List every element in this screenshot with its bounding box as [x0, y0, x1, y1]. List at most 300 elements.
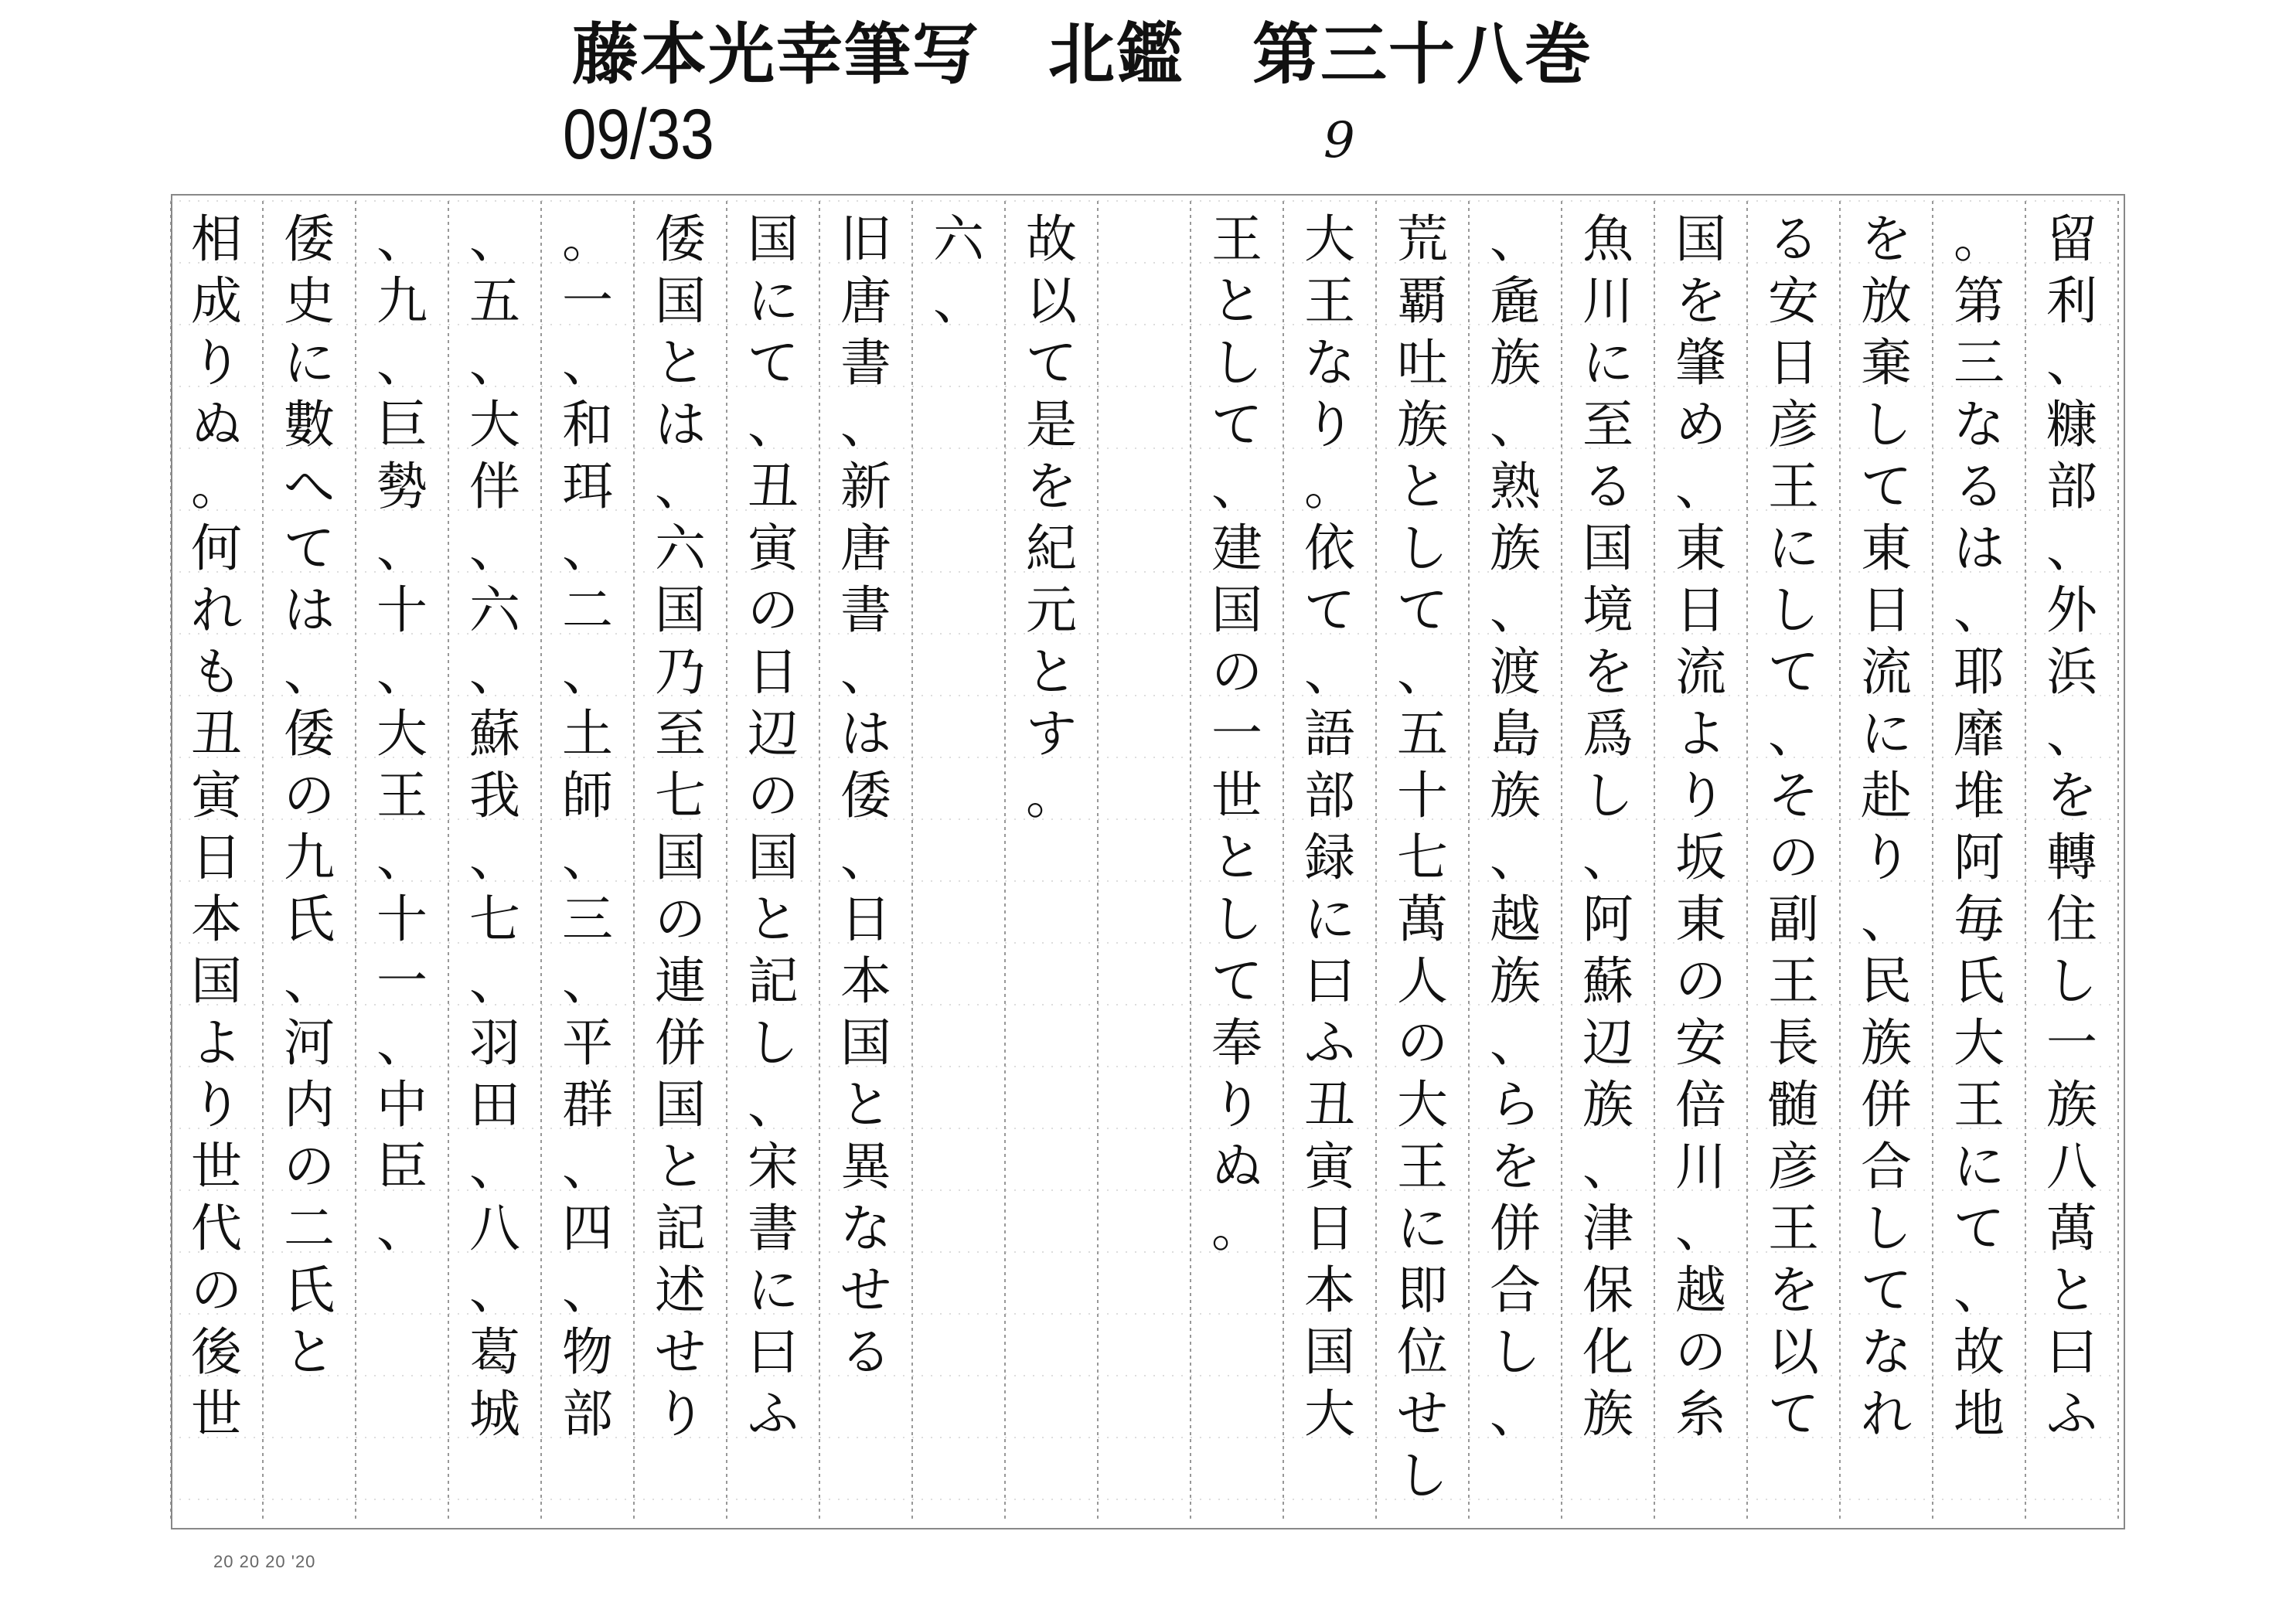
manuscript-char: へ	[284, 457, 335, 516]
manuscript-char: 、	[562, 1137, 613, 1196]
manuscript-char: 氏	[284, 1261, 335, 1320]
manuscript-char: 代	[191, 1199, 242, 1258]
manuscript-char: に	[748, 271, 799, 331]
manuscript-char: 日	[1861, 580, 1912, 640]
manuscript-char: 勢	[376, 457, 428, 516]
manuscript-column	[920, 209, 997, 332]
manuscript-char: て	[1954, 1199, 2005, 1258]
manuscript-char: 一	[2046, 1013, 2097, 1073]
manuscript-char: 外	[2046, 580, 2097, 640]
manuscript-char: 部	[562, 1384, 613, 1444]
manuscript-char: せ	[1397, 1384, 1448, 1444]
manuscript-char: 河	[284, 1013, 335, 1073]
manuscript-char: の	[1768, 828, 1819, 887]
manuscript-char: は	[840, 704, 891, 764]
manuscript-char: 、	[655, 457, 706, 516]
manuscript-char: 本	[1304, 1261, 1355, 1320]
manuscript-char: 曰	[2046, 1322, 2097, 1382]
manuscript-char: 以	[1026, 271, 1077, 331]
manuscript-char: 、	[2046, 519, 2097, 578]
manuscript-char: に	[1861, 704, 1912, 764]
manuscript-char: 棄	[1861, 333, 1912, 393]
manuscript-char: よ	[1675, 704, 1726, 764]
manuscript-char: り	[1304, 395, 1355, 454]
manuscript-char: 氏	[1954, 951, 2005, 1011]
manuscript-char: の	[1397, 1013, 1448, 1073]
manuscript-column	[363, 209, 441, 1260]
manuscript-char: 唐	[840, 271, 891, 331]
manuscript-char: 津	[1582, 1199, 1633, 1258]
manuscript-char: り	[1211, 1075, 1262, 1135]
manuscript-char: 、	[1582, 828, 1633, 887]
manuscript-char: 併	[655, 1013, 706, 1073]
manuscript-char: 八	[469, 1199, 520, 1258]
manuscript-char: 奉	[1211, 1013, 1262, 1073]
manuscript-char: 、	[1861, 890, 1912, 949]
manuscript-char: し	[1490, 1322, 1541, 1382]
manuscript-char: 三	[1954, 333, 2005, 393]
manuscript-char: 蘇	[469, 704, 520, 764]
manuscript-char: 王	[1397, 1137, 1448, 1196]
manuscript-char: の	[748, 580, 799, 640]
manuscript-char: を	[1861, 209, 1912, 269]
manuscript-char: 国	[655, 828, 706, 887]
manuscript-char: 土	[562, 704, 613, 764]
manuscript-char: 安	[1768, 271, 1819, 331]
manuscript-char: 書	[748, 1199, 799, 1258]
manuscript-char: 萬	[1397, 890, 1448, 949]
manuscript-char: 大	[1954, 1013, 2005, 1073]
manuscript-char: し	[1861, 1199, 1912, 1258]
manuscript-char: ふ	[748, 1384, 799, 1444]
manuscript-char: の	[1675, 951, 1726, 1011]
manuscript-column	[734, 209, 812, 1445]
manuscript-char: 国	[655, 580, 706, 640]
manuscript-column	[456, 209, 533, 1445]
manuscript-char: 、	[1768, 704, 1819, 764]
manuscript-char: に	[1582, 333, 1633, 393]
manuscript-char: 、	[1675, 1199, 1726, 1258]
manuscript-char: 族	[1490, 519, 1541, 578]
manuscript-char: 、	[376, 828, 428, 887]
manuscript-column	[1291, 209, 1368, 1445]
manuscript-char: 丑	[1304, 1075, 1355, 1135]
manuscript-char: を	[2046, 766, 2097, 825]
manuscript-char: て	[1211, 395, 1262, 454]
manuscript-char: 覇	[1397, 271, 1448, 331]
manuscript-char: の	[655, 890, 706, 949]
manuscript-char: 、	[562, 333, 613, 393]
manuscript-char: 、	[562, 519, 613, 578]
manuscript-char: に	[748, 1261, 799, 1320]
manuscript-char: 東	[1675, 519, 1726, 578]
manuscript-char: に	[1768, 519, 1819, 578]
manuscript-char: 、	[748, 395, 799, 454]
manuscript-char: と	[655, 1137, 706, 1196]
manuscript-column	[1384, 209, 1461, 1507]
manuscript-char: 国	[191, 951, 242, 1011]
manuscript-char: 倍	[1675, 1075, 1726, 1135]
manuscript-column	[1477, 209, 1554, 1445]
manuscript-char: 日	[840, 890, 891, 949]
manuscript-char: を	[1768, 1261, 1819, 1320]
manuscript-column	[549, 209, 626, 1445]
manuscript-char: 三	[562, 890, 613, 949]
manuscript-char: 部	[1304, 766, 1355, 825]
manuscript-char: 四	[562, 1199, 613, 1258]
manuscript-char: し	[1768, 580, 1819, 640]
manuscript-char: 、	[1211, 457, 1262, 516]
manuscript-char: 五	[1397, 704, 1448, 764]
manuscript-char: 、	[469, 333, 520, 393]
manuscript-char: て	[1861, 1261, 1912, 1320]
manuscript-char: 一	[376, 951, 428, 1011]
manuscript-char: し	[1861, 395, 1912, 454]
manuscript-char: り	[1861, 828, 1912, 887]
manuscript-char: 堆	[1954, 766, 2005, 825]
page-counter: 09/33	[563, 95, 714, 174]
manuscript-char: 二	[284, 1199, 335, 1258]
manuscript-char: 日	[1304, 1199, 1355, 1258]
manuscript-char: 記	[748, 951, 799, 1011]
manuscript-char: 糸	[1675, 1384, 1726, 1444]
manuscript-char: は	[1954, 519, 2005, 578]
manuscript-char: 。	[1211, 1199, 1262, 1258]
manuscript-char: 至	[1582, 395, 1633, 454]
manuscript-char: 国	[655, 1075, 706, 1135]
manuscript-char: に	[284, 333, 335, 393]
manuscript-char: 語	[1304, 704, 1355, 764]
manuscript-char: 至	[655, 704, 706, 764]
manuscript-char: 越	[1490, 890, 1541, 949]
manuscript-char: 、	[1490, 1013, 1541, 1073]
manuscript-char: 十	[376, 580, 428, 640]
manuscript-char: 熟	[1490, 457, 1541, 516]
manuscript-char: て	[1026, 333, 1077, 393]
manuscript-char: の	[284, 766, 335, 825]
manuscript-char: 保	[1582, 1261, 1633, 1320]
manuscript-column	[1569, 209, 1647, 1445]
manuscript-char: 魚	[1582, 209, 1633, 269]
manuscript-char: 利	[2046, 271, 2097, 331]
manuscript-column	[827, 209, 904, 1383]
manuscript-char: 記	[655, 1199, 706, 1258]
manuscript-char: 何	[191, 519, 242, 578]
manuscript-char: 書	[840, 333, 891, 393]
manuscript-char: を	[1026, 457, 1077, 516]
manuscript-char: 五	[469, 271, 520, 331]
manuscript-char: 境	[1582, 580, 1633, 640]
manuscript-char: 合	[1490, 1261, 1541, 1320]
manuscript-char: し	[1211, 333, 1262, 393]
manuscript-char: な	[1861, 1322, 1912, 1382]
manuscript-char: 民	[1861, 951, 1912, 1011]
manuscript-char: 国	[748, 828, 799, 887]
manuscript-char: 部	[2046, 457, 2097, 516]
manuscript-char: 国	[840, 1013, 891, 1073]
manuscript-char: 王	[1768, 457, 1819, 516]
manuscript-char: 以	[1768, 1322, 1819, 1382]
manuscript-char: に	[1954, 1137, 2005, 1196]
manuscript-char: 、	[376, 1013, 428, 1073]
manuscript-char: 平	[562, 1013, 613, 1073]
manuscript-char: 珥	[562, 457, 613, 516]
manuscript-char: 王	[376, 766, 428, 825]
manuscript-char: 、	[562, 951, 613, 1011]
manuscript-char: 、	[469, 519, 520, 578]
manuscript-char: る	[1582, 457, 1633, 516]
manuscript-char: と	[2046, 1261, 2097, 1320]
manuscript-char: と	[1397, 457, 1448, 516]
manuscript-char: 七	[1397, 828, 1448, 887]
manuscript-char: 、	[1954, 580, 2005, 640]
manuscript-char: 旧	[840, 209, 891, 269]
manuscript-char: ら	[1490, 1075, 1541, 1135]
manuscript-char: 荒	[1397, 209, 1448, 269]
manuscript-char: 島	[1490, 704, 1541, 764]
manuscript-char: 、	[933, 271, 984, 331]
manuscript-char: 、	[1490, 828, 1541, 887]
manuscript-char: す	[1026, 704, 1077, 764]
manuscript-char: 群	[562, 1075, 613, 1135]
manuscript-char: 。	[1954, 209, 2005, 269]
manuscript-char: 爲	[1582, 704, 1633, 764]
footer-scan-mark: 20 20 20 '20	[213, 1552, 316, 1571]
manuscript-char: 、	[840, 828, 891, 887]
manuscript-char: 東	[1675, 890, 1726, 949]
manuscript-char: 日	[191, 828, 242, 887]
manuscript-char: と	[748, 890, 799, 949]
manuscript-char: 住	[2046, 890, 2097, 949]
manuscript-char: 臣	[376, 1137, 428, 1196]
manuscript-char: 、	[469, 828, 520, 887]
manuscript-char: 故	[1026, 209, 1077, 269]
manuscript-char: 、	[562, 642, 613, 702]
manuscript-char: し	[1211, 890, 1262, 949]
manuscript-char: 族	[1861, 1013, 1912, 1073]
manuscript-char: り	[655, 1384, 706, 1444]
manuscript-char: ぬ	[1211, 1137, 1262, 1196]
manuscript-char: 物	[562, 1322, 613, 1382]
manuscript-char: 倭	[284, 209, 335, 269]
manuscript-char: 肇	[1675, 333, 1726, 393]
manuscript-char: 、	[376, 1199, 428, 1258]
manuscript-column	[1848, 209, 1925, 1445]
manuscript-char: 族	[1397, 395, 1448, 454]
manuscript-char: 寅	[1304, 1137, 1355, 1196]
manuscript-char: 、	[840, 395, 891, 454]
manuscript-char: 成	[191, 271, 242, 331]
manuscript-char: 国	[1582, 519, 1633, 578]
manuscript-char: 髄	[1768, 1075, 1819, 1135]
manuscript-char: 大	[469, 395, 520, 454]
manuscript-char: 書	[840, 580, 891, 640]
manuscript-column	[1755, 209, 1832, 1445]
manuscript-char: 丑	[748, 457, 799, 516]
manuscript-column	[2033, 209, 2110, 1445]
manuscript-char: し	[748, 1013, 799, 1073]
manuscript-char: 川	[1675, 1137, 1726, 1196]
manuscript-char: 浜	[2046, 642, 2097, 702]
manuscript-char: 、	[2046, 704, 2097, 764]
manuscript-char: 併	[1861, 1075, 1912, 1135]
manuscript-char: し	[1397, 1446, 1448, 1506]
manuscript-char: 氏	[284, 890, 335, 949]
manuscript-char: 赴	[1861, 766, 1912, 825]
manuscript-char: 族	[1490, 951, 1541, 1011]
manuscript-char: 、	[1490, 395, 1541, 454]
handwritten-page-number: 9	[1323, 112, 1355, 169]
manuscript-char: 十	[1397, 766, 1448, 825]
manuscript-char: 。	[1304, 457, 1355, 516]
manuscript-char: な	[1954, 395, 2005, 454]
manuscript-char: 族	[2046, 1075, 2097, 1135]
manuscript-char: 倭	[655, 209, 706, 269]
manuscript-char: り	[1675, 766, 1726, 825]
manuscript-char: 辺	[748, 704, 799, 764]
manuscript-char: の	[748, 766, 799, 825]
manuscript-char: を	[1675, 271, 1726, 331]
manuscript-char: 轉	[2046, 828, 2097, 887]
manuscript-char: し	[2046, 951, 2097, 1011]
manuscript-char: 一	[1211, 704, 1262, 764]
manuscript-char: 、	[562, 828, 613, 887]
manuscript-char: に	[1397, 1199, 1448, 1258]
manuscript-char: 城	[469, 1384, 520, 1444]
manuscript-char: て	[1304, 580, 1355, 640]
manuscript-char: 、	[1397, 642, 1448, 702]
manuscript-char: 是	[1026, 395, 1077, 454]
manuscript-char: 宋	[748, 1137, 799, 1196]
manuscript-char: と	[284, 1322, 335, 1382]
manuscript-char: 倭	[284, 704, 335, 764]
manuscript-char: 本	[191, 890, 242, 949]
manuscript-char: 本	[840, 951, 891, 1011]
manuscript-char: 大	[1397, 1075, 1448, 1135]
manuscript-char: 長	[1768, 1013, 1819, 1073]
manuscript-char: し	[1397, 519, 1448, 578]
manuscript-column	[1198, 209, 1276, 1260]
manuscript-char: と	[1211, 271, 1262, 331]
manuscript-char: 、	[376, 333, 428, 393]
manuscript-char: は	[655, 395, 706, 454]
manuscript-char: 吐	[1397, 333, 1448, 393]
manuscript-char: て	[748, 333, 799, 393]
manuscript-char: 、	[1304, 642, 1355, 702]
manuscript-char: 世	[191, 1384, 242, 1444]
manuscript-char: 。	[562, 209, 613, 269]
manuscript-char: 日	[748, 642, 799, 702]
manuscript-char: り	[191, 1075, 242, 1135]
manuscript-char: 萬	[2046, 1199, 2097, 1258]
manuscript-char: 大	[1304, 209, 1355, 269]
manuscript-char: 、	[1490, 580, 1541, 640]
manuscript-char: 人	[1397, 951, 1448, 1011]
manuscript-char: 一	[562, 271, 613, 331]
manuscript-char: 倭	[840, 766, 891, 825]
manuscript-char: 東	[1861, 519, 1912, 578]
manuscript-column	[1940, 209, 2018, 1445]
manuscript-char: 、	[469, 1261, 520, 1320]
manuscript-char: 王	[1211, 209, 1262, 269]
manuscript-char: 、	[562, 1261, 613, 1320]
manuscript-char: 、	[748, 1075, 799, 1135]
manuscript-char: 師	[562, 766, 613, 825]
manuscript-char: 日	[1675, 580, 1726, 640]
manuscript-char: 王	[1768, 1199, 1819, 1258]
manuscript-char: 糠	[2046, 395, 2097, 454]
manuscript-char: 王	[1954, 1075, 2005, 1135]
manuscript-char: 位	[1397, 1322, 1448, 1382]
manuscript-char: と	[1211, 828, 1262, 887]
manuscript-char: 乃	[655, 642, 706, 702]
manuscript-char: 、	[1675, 457, 1726, 516]
manuscript-char: 唐	[840, 519, 891, 578]
manuscript-char: て	[1861, 457, 1912, 516]
manuscript-char: 川	[1582, 271, 1633, 331]
manuscript-char: 六	[655, 519, 706, 578]
manuscript-char: 建	[1211, 519, 1262, 578]
manuscript-char: ふ	[1304, 1013, 1355, 1073]
manuscript-char: 録	[1304, 828, 1355, 887]
manuscript-char: 越	[1675, 1261, 1726, 1320]
manuscript-char: 異	[840, 1137, 891, 1196]
manuscript-char: 坂	[1675, 828, 1726, 887]
manuscript-char: 、	[840, 642, 891, 702]
manuscript-char: 後	[191, 1322, 242, 1382]
manuscript-char: 故	[1954, 1322, 2005, 1382]
manuscript-char: の	[1211, 642, 1262, 702]
manuscript-char: 六	[933, 209, 984, 269]
manuscript-char: 九	[376, 271, 428, 331]
manuscript-char: 阿	[1582, 890, 1633, 949]
manuscript-char: 国	[655, 271, 706, 331]
manuscript-grid-paper	[170, 193, 2126, 1530]
manuscript-char: 曰	[748, 1322, 799, 1382]
manuscript-char: 、	[469, 1137, 520, 1196]
manuscript-char: 渡	[1490, 642, 1541, 702]
manuscript-char: 新	[840, 457, 891, 516]
manuscript-char: 地	[1954, 1384, 2005, 1444]
manuscript-column	[271, 209, 348, 1383]
manuscript-char: の	[1675, 1322, 1726, 1382]
manuscript-char: せ	[655, 1322, 706, 1382]
manuscript-char: な	[1304, 333, 1355, 393]
manuscript-char: 合	[1861, 1137, 1912, 1196]
manuscript-char: 副	[1768, 890, 1819, 949]
manuscript-char: も	[191, 642, 242, 702]
manuscript-char: 丑	[191, 704, 242, 764]
manuscript-char: の	[284, 1137, 335, 1196]
manuscript-char: 連	[655, 951, 706, 1011]
manuscript-char: そ	[1768, 766, 1819, 825]
manuscript-char: 、	[469, 951, 520, 1011]
manuscript-char: 。	[1026, 766, 1077, 825]
manuscript-char: 国	[1211, 580, 1262, 640]
manuscript-char: 国	[748, 209, 799, 269]
manuscript-char: 數	[284, 395, 335, 454]
manuscript-char: 蘇	[1582, 951, 1633, 1011]
manuscript-char: 六	[469, 580, 520, 640]
manuscript-char: し	[1582, 766, 1633, 825]
manuscript-char: 、	[1490, 209, 1541, 269]
manuscript-char: 、	[1954, 1261, 2005, 1320]
manuscript-char: 日	[1768, 333, 1819, 393]
manuscript-char: て	[1397, 580, 1448, 640]
manuscript-char: 内	[284, 1075, 335, 1135]
manuscript-char: 世	[191, 1137, 242, 1196]
manuscript-char: 族	[1490, 766, 1541, 825]
